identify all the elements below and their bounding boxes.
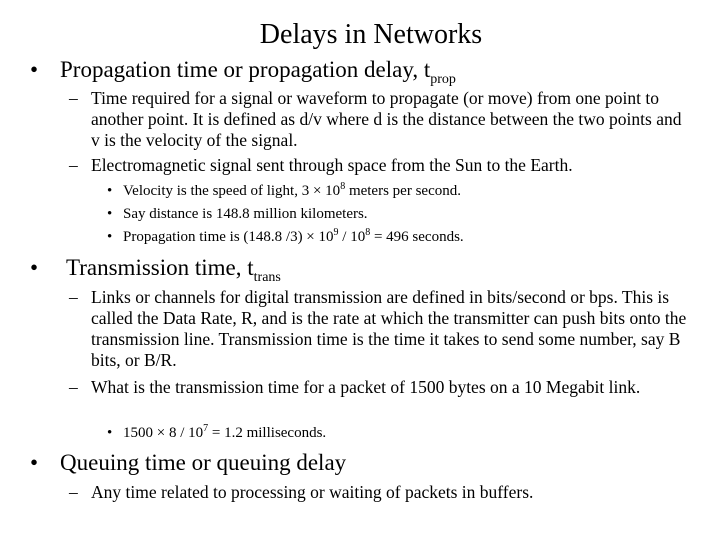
- transmission-question-text: What is the transmission time for a packet of 1500 bytes on a 10 Megabit link.: [91, 377, 641, 397]
- velocity-after: meters per second.: [345, 183, 461, 199]
- transmission-sub: trans: [253, 270, 281, 285]
- distance-text: Say distance is 148.8 million kilometers.: [123, 206, 368, 222]
- bullet-icon: •: [30, 255, 39, 280]
- time-exp1: 9: [333, 227, 339, 238]
- queuing-item-text: Any time related to processing or waiting of packets in buffers.: [91, 482, 534, 502]
- time-text: Propagation time is (148.8 /3) × 10: [123, 229, 334, 245]
- queuing-label: Queuing time or queuing delay: [60, 450, 347, 475]
- dash-icon: –: [69, 377, 78, 397]
- velocity-text: Velocity is the speed of light, 3 × 10: [123, 183, 341, 199]
- bullet-icon: •: [107, 229, 113, 245]
- propagation-sub: prop: [430, 72, 456, 87]
- propagation-example-text: Electromagnetic signal sent through space from the Sun to the Earth.: [91, 155, 573, 175]
- bullet-icon: •: [107, 206, 113, 222]
- transmission-definition-text: Links or channels for digital transmission are defined in bits/second or bps. This is called the Data Rate, R, and is the rate at which the transmitter can push bits onto the transmission line. Transmission time is the time it takes to send some number, say B bits, or B/R.: [91, 287, 687, 370]
- velocity-exp: 8: [340, 181, 346, 192]
- bullet-icon: •: [107, 425, 113, 441]
- time-exp2: 8: [365, 227, 371, 238]
- bullet-icon: •: [30, 57, 39, 82]
- dash-icon: –: [69, 88, 78, 108]
- transmission-label: Transmission time, t: [66, 255, 254, 280]
- propagation-definition-text: Time required for a signal or waveform to propagate (or move) from one point to another point. It is defined as d/v where d is the distance between the two points and v is the velocity of the signal.: [91, 88, 682, 150]
- time-mid: / 10: [338, 229, 366, 245]
- propagation-label: Propagation time or propagation delay, t: [60, 57, 431, 82]
- calc-text: 1500 × 8 / 10: [123, 425, 204, 441]
- dash-icon: –: [69, 287, 78, 307]
- calc-after: = 1.2 milliseconds.: [208, 425, 327, 441]
- page-title: Delays in Networks: [259, 19, 483, 50]
- dash-icon: –: [69, 482, 78, 502]
- time-after: = 496 seconds.: [370, 229, 464, 245]
- bullet-icon: •: [30, 450, 39, 475]
- bullet-icon: •: [107, 183, 113, 199]
- calc-exp: 7: [203, 423, 209, 434]
- dash-icon: –: [69, 155, 78, 175]
